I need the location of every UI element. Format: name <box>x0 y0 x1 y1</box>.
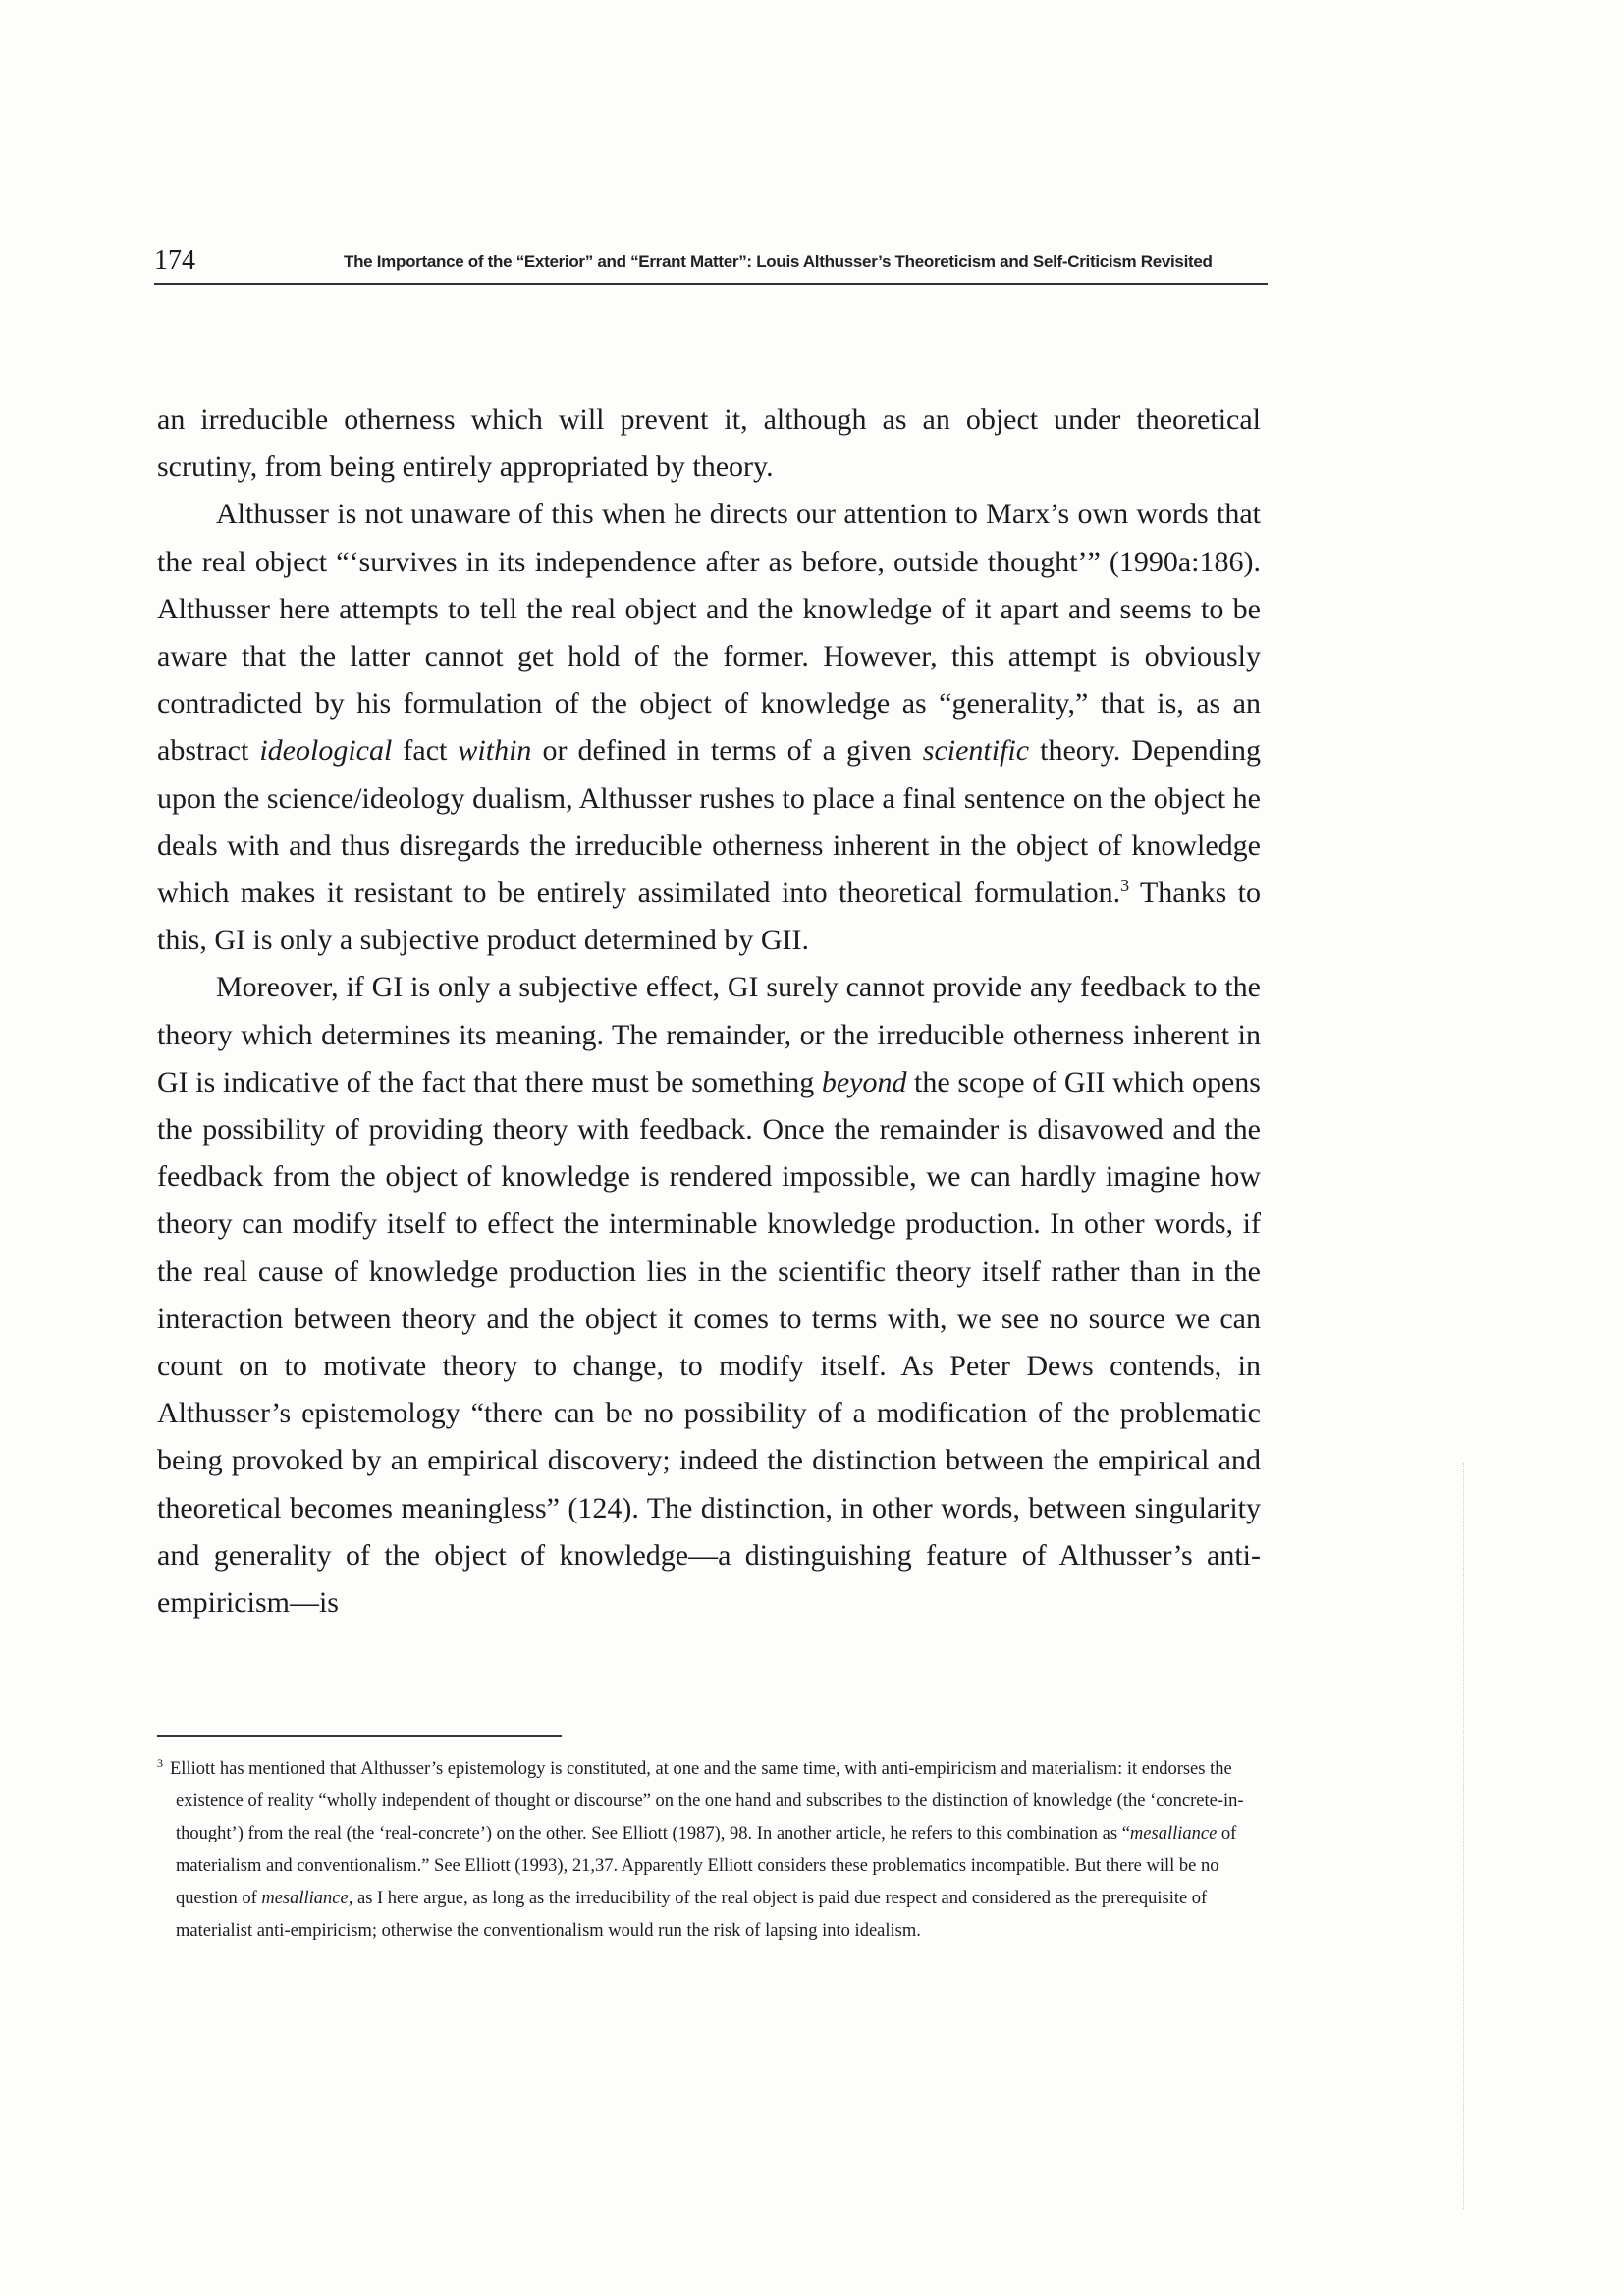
footnote-text-part: Elliott has mentioned that Althusser’s epistemology is constituted, at one and the same time, with anti-empiricism and materialism: it endorses the existence of reality “wholly independent of thought or discourse” on the one hand and subscribes to the distinction of knowledge (the ‘concrete-in-thought’) from the real (the ‘real-concrete’) on the other. See Elliott (1987), 98. In another article, he refers to this combination as “ <box>170 1759 1244 1843</box>
emphasis-within: within <box>458 734 532 768</box>
footnote-text <box>157 1753 1249 1948</box>
footnote-number: 3 <box>157 1755 163 1770</box>
scan-edge-mark <box>1463 1463 1464 2209</box>
emphasis-beyond: beyond <box>821 1065 907 1098</box>
paragraph-3-text: the scope of GII which opens the possibility of providing theory with feedback. Once the remainder is disavowed and the feedback from the object of knowledge is rendered impossible, we can hardly imagine how theory can modify itself to effect the interminable knowledge production. In other words, if the real cause of knowledge production lies in the scientific theory itself rather than in the interaction between theory and the object it comes to terms with, we see no source we can count on to motivate theory to change, to modify itself. As Peter Dews contends, in Althusser’s epistemology “there can be no possibility of a modification of the problematic being provoked by an empirical discovery; indeed the distinction between the empirical and theoretical becomes meaningless” (124). The distinction, in other words, between singularity and generality of the object of knowledge—a distinguishing feature of Althusser’s anti-empiricism—is <box>157 1065 1261 1620</box>
footnote-rule <box>157 1735 562 1737</box>
page-number: 174 <box>154 245 195 276</box>
footnote-reference[interactable]: 3 <box>1120 876 1130 896</box>
running-header <box>154 245 1268 281</box>
paragraph-2 <box>157 491 1261 964</box>
paragraph-2-text: fact <box>392 734 459 768</box>
footnote-text-part: of materialism and conventionalism.” See Elliott (1993), 21,37. Apparently Elliott considers these problematics incompatible. But there will be no question of <box>176 1824 1237 1908</box>
paragraph-3-text: Moreover, if GI is only a subjective effect, GI surely cannot provide any feedback to the theory which determines its meaning. The remainder, or the irreducible otherness inherent in GI is indicative of the fact that there must be something <box>157 971 1261 1098</box>
body-text <box>157 397 1261 1627</box>
paragraph-2-text: Thanks to this, GI is only a subjective product determined by GII. <box>157 877 1262 957</box>
emphasis-mesalliance: mesalliance <box>1129 1824 1218 1843</box>
emphasis-ideological: ideological <box>259 734 393 768</box>
paragraph-1 <box>157 397 1261 491</box>
running-header-title: The Importance of the “Exterior” and “Errant Matter”: Louis Althusser’s Theoreticism and Self-Criticism Revisited <box>344 252 1213 271</box>
emphasis-mesalliance: mesalliance, <box>261 1889 353 1908</box>
footnote-text-part: as I here argue, as long as the irreducibility of the real object is paid due respect and considered as the prerequisite of materialist anti-empiricism; otherwise the conventionalism would run the risk of lapsing into idealism. <box>176 1889 1208 1941</box>
header-rule <box>154 283 1268 285</box>
paragraph-2-text: Althusser is not unaware of this when he directs our attention to Marx’s own words that the real object “‘survives in its independence after as before, outside thought’” (1990a:186). Althusser here attempts to tell the real object and the knowledge of it apart and seems to be aware that the latter cannot get hold of the former. However, this attempt is obviously contradicted by his formulation of the object of knowledge as “generality,” that is, as an abstract <box>157 498 1261 768</box>
footnote <box>157 1753 1249 1948</box>
emphasis-scientific: scientific <box>922 734 1030 768</box>
paragraph-2-text: theory. Depending upon the science/ideology dualism, Althusser rushes to place a final sentence on the object he deals with and thus disregards the irreducible otherness inherent in the object of knowledge which makes it resistant to be entirely assimilated into theoretical formulation. <box>157 734 1261 910</box>
paragraph-1-text: an irreducible otherness which will prevent it, although as an object under theoretical scrutiny, from being entirely appropriated by theory. <box>157 403 1261 484</box>
paragraph-3 <box>157 964 1261 1627</box>
paragraph-2-text: or defined in terms of a given <box>531 734 923 768</box>
